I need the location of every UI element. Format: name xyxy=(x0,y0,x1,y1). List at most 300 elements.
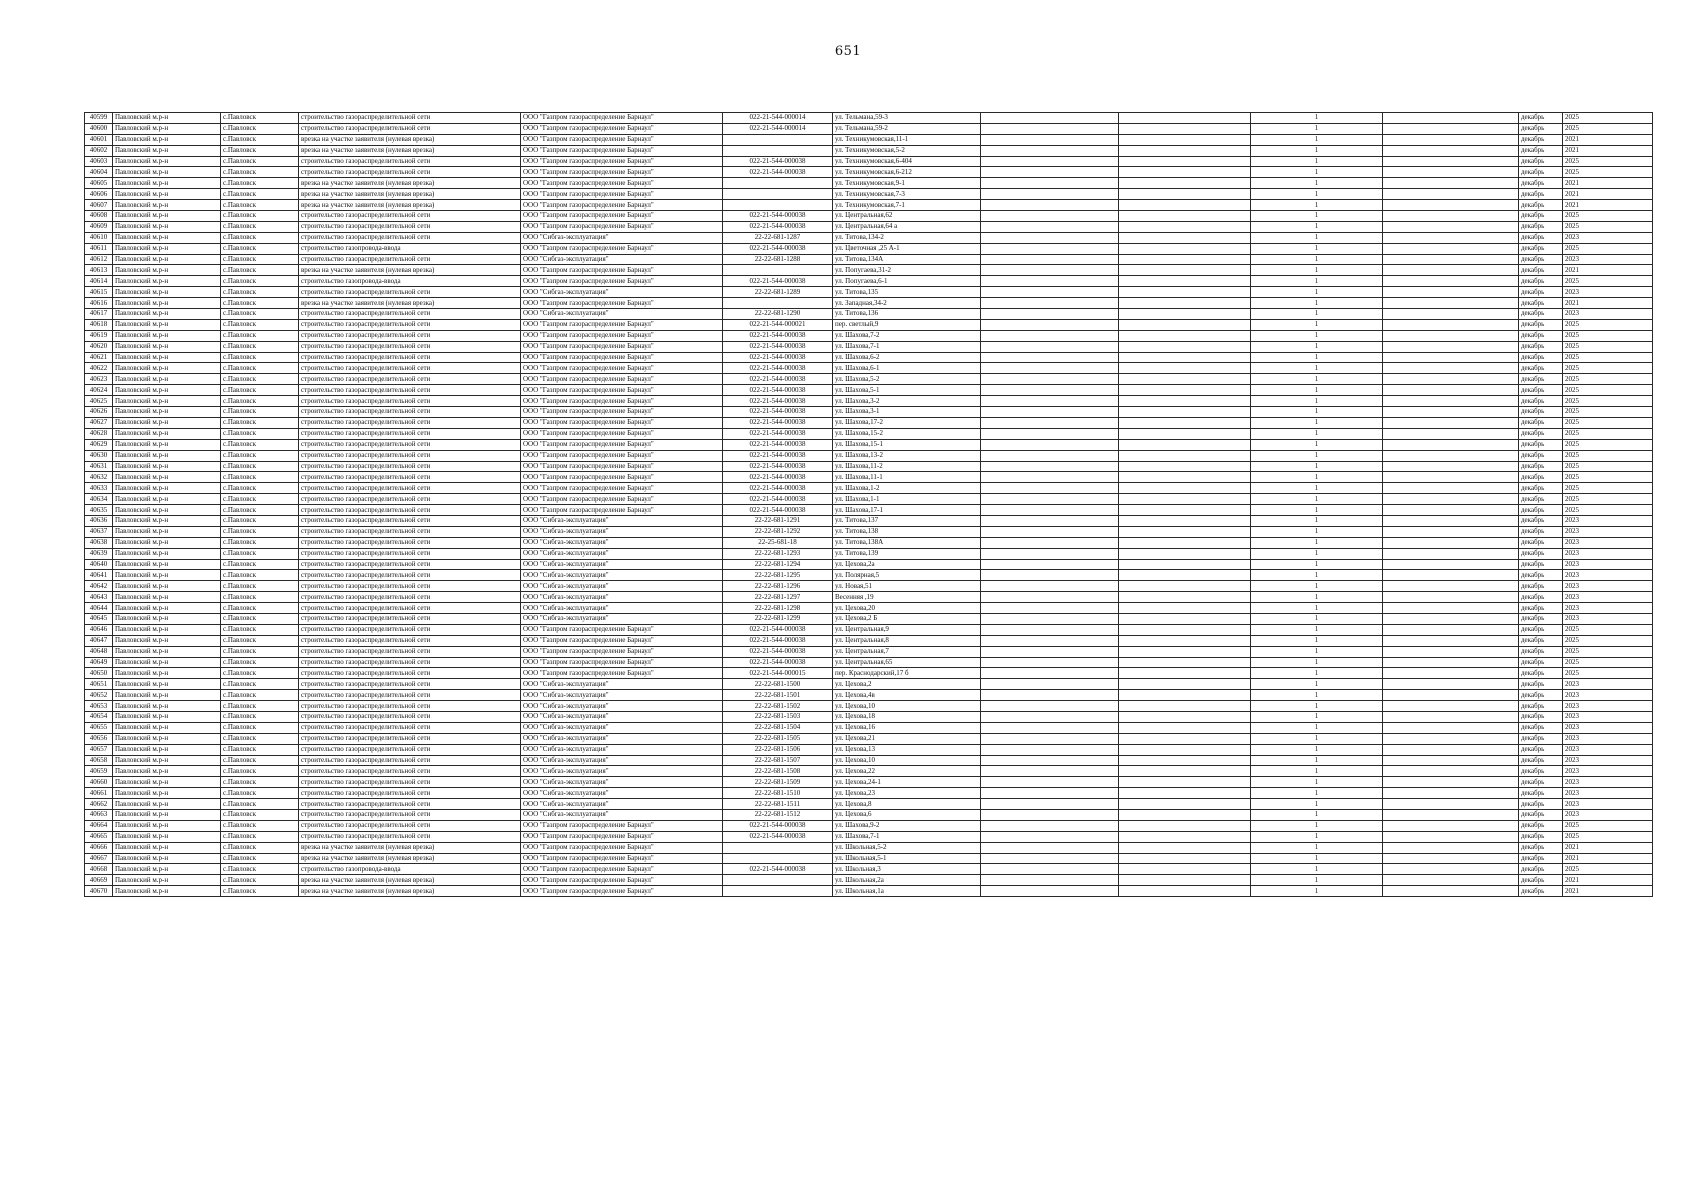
cell-quantity: 1 xyxy=(1251,265,1383,276)
cell-quantity: 1 xyxy=(1251,243,1383,254)
cell-organization: ООО "Газпром газораспределение Барнаул" xyxy=(521,265,723,276)
cell-year: 2023 xyxy=(1563,254,1653,265)
cell-empty-1 xyxy=(981,842,1119,853)
cell-locality: с.Павловск xyxy=(221,515,299,526)
cell-address: ул. Цехова,22 xyxy=(833,766,981,777)
cell-year: 2025 xyxy=(1563,330,1653,341)
cell-quantity: 1 xyxy=(1251,613,1383,624)
cell-address: ул. Шахова,5-1 xyxy=(833,385,981,396)
cell-quantity: 1 xyxy=(1251,515,1383,526)
cell-empty-3 xyxy=(1383,853,1519,864)
cell-id: 40635 xyxy=(85,505,113,516)
cell-empty-2 xyxy=(1119,788,1251,799)
cell-quantity: 1 xyxy=(1251,799,1383,810)
cell-work-type: строительство газораспределительной сети xyxy=(299,450,521,461)
cell-organization: ООО "Сибгаз-эксплуатация" xyxy=(521,603,723,614)
cell-empty-3 xyxy=(1383,428,1519,439)
cell-month: декабрь xyxy=(1519,559,1563,570)
cell-month: декабрь xyxy=(1519,483,1563,494)
cell-year: 2025 xyxy=(1563,211,1653,222)
cell-work-type: строительство газораспределительной сети xyxy=(299,330,521,341)
cell-year: 2023 xyxy=(1563,570,1653,581)
cell-district: Павловский м.р-н xyxy=(113,635,221,646)
table-body xyxy=(85,113,1653,897)
cell-organization: ООО "Сибгаз-эксплуатация" xyxy=(521,559,723,570)
cell-empty-1 xyxy=(981,810,1119,821)
cell-empty-2 xyxy=(1119,156,1251,167)
cell-organization: ООО "Сибгаз-эксплуатация" xyxy=(521,722,723,733)
cell-work-type: строительство газораспределительной сети xyxy=(299,374,521,385)
cell-organization: ООО "Газпром газораспределение Барнаул" xyxy=(521,886,723,897)
cell-address: ул. Тельмана,59-3 xyxy=(833,113,981,124)
cell-district: Павловский м.р-н xyxy=(113,276,221,287)
cell-empty-3 xyxy=(1383,886,1519,897)
cell-organization: ООО "Сибгаз-эксплуатация" xyxy=(521,570,723,581)
cell-address: ул. Попугаева,31-2 xyxy=(833,265,981,276)
cell-organization: ООО "Сибгаз-эксплуатация" xyxy=(521,679,723,690)
cell-district: Павловский м.р-н xyxy=(113,352,221,363)
cell-tu-number xyxy=(723,853,833,864)
cell-address: ул. Центральная,9 xyxy=(833,624,981,635)
cell-tu-number: 022-21-544-000038 xyxy=(723,156,833,167)
cell-empty-2 xyxy=(1119,690,1251,701)
cell-empty-3 xyxy=(1383,319,1519,330)
table-row xyxy=(85,254,1653,265)
cell-empty-2 xyxy=(1119,167,1251,178)
cell-empty-1 xyxy=(981,483,1119,494)
cell-id: 40652 xyxy=(85,690,113,701)
cell-locality: с.Павловск xyxy=(221,570,299,581)
cell-empty-3 xyxy=(1383,439,1519,450)
cell-month: декабрь xyxy=(1519,428,1563,439)
cell-empty-2 xyxy=(1119,755,1251,766)
cell-empty-2 xyxy=(1119,635,1251,646)
cell-locality: с.Павловск xyxy=(221,439,299,450)
cell-quantity: 1 xyxy=(1251,711,1383,722)
cell-district: Павловский м.р-н xyxy=(113,799,221,810)
cell-quantity: 1 xyxy=(1251,156,1383,167)
cell-year: 2025 xyxy=(1563,635,1653,646)
cell-empty-1 xyxy=(981,145,1119,156)
cell-empty-3 xyxy=(1383,657,1519,668)
cell-locality: с.Павловск xyxy=(221,341,299,352)
cell-organization: ООО "Газпром газораспределение Барнаул" xyxy=(521,657,723,668)
cell-tu-number: 022-21-544-000038 xyxy=(723,385,833,396)
cell-locality: с.Павловск xyxy=(221,744,299,755)
cell-year: 2023 xyxy=(1563,679,1653,690)
table-row xyxy=(85,581,1653,592)
cell-id: 40657 xyxy=(85,744,113,755)
cell-tu-number: 022-21-544-000038 xyxy=(723,167,833,178)
cell-tu-number: 22-22-681-1503 xyxy=(723,711,833,722)
cell-month: декабрь xyxy=(1519,766,1563,777)
cell-month: декабрь xyxy=(1519,134,1563,145)
table-row xyxy=(85,733,1653,744)
cell-empty-1 xyxy=(981,298,1119,309)
cell-work-type: строительство газораспределительной сети xyxy=(299,156,521,167)
cell-month: декабрь xyxy=(1519,853,1563,864)
cell-year: 2025 xyxy=(1563,319,1653,330)
cell-work-type: строительство газораспределительной сети xyxy=(299,722,521,733)
cell-organization: ООО "Газпром газораспределение Барнаул" xyxy=(521,407,723,418)
cell-tu-number: 22-22-681-1505 xyxy=(723,733,833,744)
cell-organization: ООО "Газпром газораспределение Барнаул" xyxy=(521,842,723,853)
cell-organization: ООО "Сибгаз-эксплуатация" xyxy=(521,744,723,755)
cell-work-type: врезка на участке заявителя (нулевая врезка) xyxy=(299,853,521,864)
cell-organization: ООО "Газпром газораспределение Барнаул" xyxy=(521,200,723,211)
cell-address: ул. Цехова,10 xyxy=(833,701,981,712)
cell-tu-number: 22-22-681-1288 xyxy=(723,254,833,265)
cell-organization: ООО "Газпром газораспределение Барнаул" xyxy=(521,439,723,450)
cell-year: 2025 xyxy=(1563,505,1653,516)
table-row xyxy=(85,722,1653,733)
cell-tu-number: 22-25-681-18 xyxy=(723,537,833,548)
table-row xyxy=(85,820,1653,831)
cell-work-type: строительство газораспределительной сети xyxy=(299,570,521,581)
cell-organization: ООО "Газпром газораспределение Барнаул" xyxy=(521,330,723,341)
cell-tu-number: 22-22-681-1289 xyxy=(723,287,833,298)
cell-organization: ООО "Газпром газораспределение Барнаул" xyxy=(521,145,723,156)
cell-tu-number: 022-21-544-000038 xyxy=(723,450,833,461)
cell-tu-number: 022-21-544-000038 xyxy=(723,396,833,407)
cell-quantity: 1 xyxy=(1251,810,1383,821)
cell-id: 40659 xyxy=(85,766,113,777)
cell-address: ул. Шахова,11-1 xyxy=(833,472,981,483)
cell-work-type: строительство газораспределительной сети xyxy=(299,603,521,614)
cell-year: 2023 xyxy=(1563,537,1653,548)
cell-empty-2 xyxy=(1119,134,1251,145)
cell-district: Павловский м.р-н xyxy=(113,396,221,407)
cell-tu-number: 022-21-544-000038 xyxy=(723,276,833,287)
cell-locality: с.Павловск xyxy=(221,243,299,254)
cell-empty-3 xyxy=(1383,298,1519,309)
cell-empty-2 xyxy=(1119,287,1251,298)
cell-empty-1 xyxy=(981,178,1119,189)
cell-empty-3 xyxy=(1383,352,1519,363)
cell-quantity: 1 xyxy=(1251,603,1383,614)
cell-organization: ООО "Газпром газораспределение Барнаул" xyxy=(521,624,723,635)
cell-empty-3 xyxy=(1383,679,1519,690)
cell-year: 2023 xyxy=(1563,733,1653,744)
table-row xyxy=(85,276,1653,287)
cell-month: декабрь xyxy=(1519,646,1563,657)
table-row xyxy=(85,886,1653,897)
cell-id: 40632 xyxy=(85,472,113,483)
cell-empty-3 xyxy=(1383,396,1519,407)
table-row xyxy=(85,167,1653,178)
cell-year: 2025 xyxy=(1563,439,1653,450)
cell-address: ул. Шахова,11-2 xyxy=(833,461,981,472)
cell-locality: с.Павловск xyxy=(221,221,299,232)
cell-quantity: 1 xyxy=(1251,690,1383,701)
cell-empty-3 xyxy=(1383,744,1519,755)
cell-locality: с.Павловск xyxy=(221,156,299,167)
table-row xyxy=(85,450,1653,461)
cell-empty-2 xyxy=(1119,831,1251,842)
cell-district: Павловский м.р-н xyxy=(113,243,221,254)
cell-empty-2 xyxy=(1119,570,1251,581)
cell-district: Павловский м.р-н xyxy=(113,123,221,134)
cell-organization: ООО "Сибгаз-эксплуатация" xyxy=(521,766,723,777)
cell-work-type: строительство газораспределительной сети xyxy=(299,113,521,124)
cell-year: 2025 xyxy=(1563,450,1653,461)
cell-id: 40612 xyxy=(85,254,113,265)
cell-quantity: 1 xyxy=(1251,842,1383,853)
cell-address: ул. Центральная,7 xyxy=(833,646,981,657)
cell-empty-3 xyxy=(1383,211,1519,222)
cell-quantity: 1 xyxy=(1251,483,1383,494)
cell-id: 40649 xyxy=(85,657,113,668)
cell-empty-3 xyxy=(1383,461,1519,472)
cell-address: ул. Техникумовская,6-212 xyxy=(833,167,981,178)
cell-empty-2 xyxy=(1119,407,1251,418)
cell-empty-3 xyxy=(1383,178,1519,189)
cell-work-type: врезка на участке заявителя (нулевая врезка) xyxy=(299,842,521,853)
cell-empty-3 xyxy=(1383,450,1519,461)
cell-year: 2025 xyxy=(1563,657,1653,668)
cell-work-type: строительство газопровода-ввода xyxy=(299,276,521,287)
cell-address: ул. Шахова,15-1 xyxy=(833,439,981,450)
cell-month: декабрь xyxy=(1519,374,1563,385)
cell-year: 2023 xyxy=(1563,788,1653,799)
cell-id: 40608 xyxy=(85,211,113,222)
cell-tu-number: 22-22-681-1297 xyxy=(723,592,833,603)
cell-empty-1 xyxy=(981,722,1119,733)
cell-locality: с.Павловск xyxy=(221,799,299,810)
cell-tu-number xyxy=(723,189,833,200)
cell-id: 40645 xyxy=(85,613,113,624)
cell-empty-3 xyxy=(1383,559,1519,570)
cell-locality: с.Павловск xyxy=(221,820,299,831)
cell-empty-1 xyxy=(981,603,1119,614)
cell-quantity: 1 xyxy=(1251,145,1383,156)
cell-empty-3 xyxy=(1383,363,1519,374)
cell-id: 40666 xyxy=(85,842,113,853)
cell-empty-3 xyxy=(1383,831,1519,842)
cell-district: Павловский м.р-н xyxy=(113,722,221,733)
cell-id: 40601 xyxy=(85,134,113,145)
cell-address: ул. Цехова,4в xyxy=(833,690,981,701)
table-row xyxy=(85,526,1653,537)
cell-month: декабрь xyxy=(1519,145,1563,156)
cell-organization: ООО "Газпром газораспределение Барнаул" xyxy=(521,113,723,124)
table-row xyxy=(85,374,1653,385)
table-row xyxy=(85,363,1653,374)
cell-empty-1 xyxy=(981,221,1119,232)
cell-empty-1 xyxy=(981,472,1119,483)
cell-empty-1 xyxy=(981,232,1119,243)
cell-empty-3 xyxy=(1383,330,1519,341)
cell-empty-3 xyxy=(1383,243,1519,254)
cell-organization: ООО "Газпром газораспределение Барнаул" xyxy=(521,820,723,831)
cell-district: Павловский м.р-н xyxy=(113,494,221,505)
cell-quantity: 1 xyxy=(1251,875,1383,886)
cell-id: 40654 xyxy=(85,711,113,722)
cell-empty-1 xyxy=(981,679,1119,690)
cell-organization: ООО "Газпром газораспределение Барнаул" xyxy=(521,319,723,330)
cell-organization: ООО "Газпром газораспределение Барнаул" xyxy=(521,831,723,842)
cell-quantity: 1 xyxy=(1251,254,1383,265)
cell-year: 2025 xyxy=(1563,341,1653,352)
cell-quantity: 1 xyxy=(1251,439,1383,450)
cell-address: ул. Техникумовская,7-3 xyxy=(833,189,981,200)
table-row xyxy=(85,831,1653,842)
cell-address: ул. Титова,137 xyxy=(833,515,981,526)
cell-month: декабрь xyxy=(1519,722,1563,733)
table-row xyxy=(85,592,1653,603)
cell-empty-3 xyxy=(1383,722,1519,733)
cell-address: ул. Шахова,3-2 xyxy=(833,396,981,407)
cell-address: ул. Школьная,5-1 xyxy=(833,853,981,864)
cell-district: Павловский м.р-н xyxy=(113,221,221,232)
cell-empty-2 xyxy=(1119,526,1251,537)
cell-empty-2 xyxy=(1119,886,1251,897)
cell-tu-number: 022-21-544-000038 xyxy=(723,831,833,842)
cell-year: 2025 xyxy=(1563,428,1653,439)
table-row xyxy=(85,428,1653,439)
cell-month: декабрь xyxy=(1519,755,1563,766)
cell-year: 2021 xyxy=(1563,178,1653,189)
cell-address: ул. Школьная,2а xyxy=(833,875,981,886)
cell-year: 2023 xyxy=(1563,287,1653,298)
cell-work-type: строительство газораспределительной сети xyxy=(299,646,521,657)
cell-work-type: строительство газораспределительной сети xyxy=(299,417,521,428)
cell-empty-2 xyxy=(1119,145,1251,156)
cell-work-type: строительство газораспределительной сети xyxy=(299,831,521,842)
table-row xyxy=(85,570,1653,581)
cell-id: 40624 xyxy=(85,385,113,396)
table-row xyxy=(85,668,1653,679)
cell-locality: с.Павловск xyxy=(221,483,299,494)
cell-month: декабрь xyxy=(1519,701,1563,712)
cell-year: 2025 xyxy=(1563,461,1653,472)
cell-district: Павловский м.р-н xyxy=(113,113,221,124)
cell-id: 40614 xyxy=(85,276,113,287)
cell-empty-2 xyxy=(1119,799,1251,810)
cell-empty-1 xyxy=(981,276,1119,287)
table-row xyxy=(85,603,1653,614)
cell-tu-number: 22-22-681-1295 xyxy=(723,570,833,581)
cell-empty-3 xyxy=(1383,613,1519,624)
cell-quantity: 1 xyxy=(1251,330,1383,341)
cell-quantity: 1 xyxy=(1251,309,1383,320)
cell-work-type: строительство газораспределительной сети xyxy=(299,799,521,810)
cell-district: Павловский м.р-н xyxy=(113,319,221,330)
cell-work-type: строительство газораспределительной сети xyxy=(299,668,521,679)
cell-locality: с.Павловск xyxy=(221,254,299,265)
cell-locality: с.Павловск xyxy=(221,178,299,189)
cell-empty-2 xyxy=(1119,505,1251,516)
cell-work-type: строительство газопровода-ввода xyxy=(299,864,521,875)
cell-empty-2 xyxy=(1119,385,1251,396)
cell-tu-number: 022-21-544-000038 xyxy=(723,505,833,516)
cell-empty-3 xyxy=(1383,505,1519,516)
cell-organization: ООО "Сибгаз-эксплуатация" xyxy=(521,515,723,526)
cell-organization: ООО "Сибгаз-эксплуатация" xyxy=(521,287,723,298)
cell-year: 2023 xyxy=(1563,799,1653,810)
cell-id: 40658 xyxy=(85,755,113,766)
cell-address: ул. Цехова,2а xyxy=(833,559,981,570)
cell-tu-number: 22-22-681-1509 xyxy=(723,777,833,788)
cell-year: 2025 xyxy=(1563,243,1653,254)
cell-work-type: строительство газораспределительной сети xyxy=(299,167,521,178)
cell-month: декабрь xyxy=(1519,515,1563,526)
cell-work-type: строительство газораспределительной сети xyxy=(299,483,521,494)
cell-district: Павловский м.р-н xyxy=(113,428,221,439)
cell-year: 2021 xyxy=(1563,875,1653,886)
cell-address: ул. Цветочная ,25 А-1 xyxy=(833,243,981,254)
cell-address: ул. Техникумовская,7-1 xyxy=(833,200,981,211)
cell-year: 2025 xyxy=(1563,363,1653,374)
cell-empty-2 xyxy=(1119,820,1251,831)
cell-district: Павловский м.р-н xyxy=(113,363,221,374)
cell-quantity: 1 xyxy=(1251,200,1383,211)
table-row xyxy=(85,875,1653,886)
cell-id: 40633 xyxy=(85,483,113,494)
cell-locality: с.Павловск xyxy=(221,526,299,537)
cell-organization: ООО "Газпром газораспределение Барнаул" xyxy=(521,363,723,374)
table-row xyxy=(85,810,1653,821)
cell-tu-number xyxy=(723,265,833,276)
cell-district: Павловский м.р-н xyxy=(113,330,221,341)
cell-tu-number: 022-21-544-000015 xyxy=(723,668,833,679)
cell-empty-3 xyxy=(1383,766,1519,777)
cell-empty-1 xyxy=(981,526,1119,537)
cell-year: 2023 xyxy=(1563,744,1653,755)
cell-quantity: 1 xyxy=(1251,298,1383,309)
cell-id: 40627 xyxy=(85,417,113,428)
table-row xyxy=(85,341,1653,352)
cell-empty-1 xyxy=(981,711,1119,722)
cell-locality: с.Павловск xyxy=(221,287,299,298)
cell-work-type: врезка на участке заявителя (нулевая врезка) xyxy=(299,189,521,200)
cell-organization: ООО "Газпром газораспределение Барнаул" xyxy=(521,298,723,309)
cell-work-type: врезка на участке заявителя (нулевая врезка) xyxy=(299,875,521,886)
cell-empty-1 xyxy=(981,211,1119,222)
cell-district: Павловский м.р-н xyxy=(113,777,221,788)
cell-district: Павловский м.р-н xyxy=(113,701,221,712)
cell-quantity: 1 xyxy=(1251,548,1383,559)
cell-quantity: 1 xyxy=(1251,221,1383,232)
cell-month: декабрь xyxy=(1519,450,1563,461)
cell-quantity: 1 xyxy=(1251,886,1383,897)
cell-empty-3 xyxy=(1383,276,1519,287)
cell-tu-number: 022-21-544-000038 xyxy=(723,864,833,875)
cell-empty-2 xyxy=(1119,439,1251,450)
cell-district: Павловский м.р-н xyxy=(113,417,221,428)
cell-locality: с.Павловск xyxy=(221,886,299,897)
cell-district: Павловский м.р-н xyxy=(113,744,221,755)
cell-locality: с.Павловск xyxy=(221,537,299,548)
cell-empty-1 xyxy=(981,363,1119,374)
cell-empty-2 xyxy=(1119,668,1251,679)
cell-year: 2023 xyxy=(1563,548,1653,559)
cell-quantity: 1 xyxy=(1251,635,1383,646)
cell-locality: с.Павловск xyxy=(221,842,299,853)
table-row xyxy=(85,635,1653,646)
cell-address: ул. Шахова,7-1 xyxy=(833,341,981,352)
cell-work-type: строительство газораспределительной сети xyxy=(299,690,521,701)
cell-month: декабрь xyxy=(1519,592,1563,603)
cell-locality: с.Павловск xyxy=(221,624,299,635)
cell-month: декабрь xyxy=(1519,363,1563,374)
cell-address: ул. Шахова,6-2 xyxy=(833,352,981,363)
cell-empty-2 xyxy=(1119,842,1251,853)
cell-quantity: 1 xyxy=(1251,352,1383,363)
cell-tu-number: 022-21-544-000038 xyxy=(723,820,833,831)
table-row xyxy=(85,799,1653,810)
cell-empty-1 xyxy=(981,200,1119,211)
